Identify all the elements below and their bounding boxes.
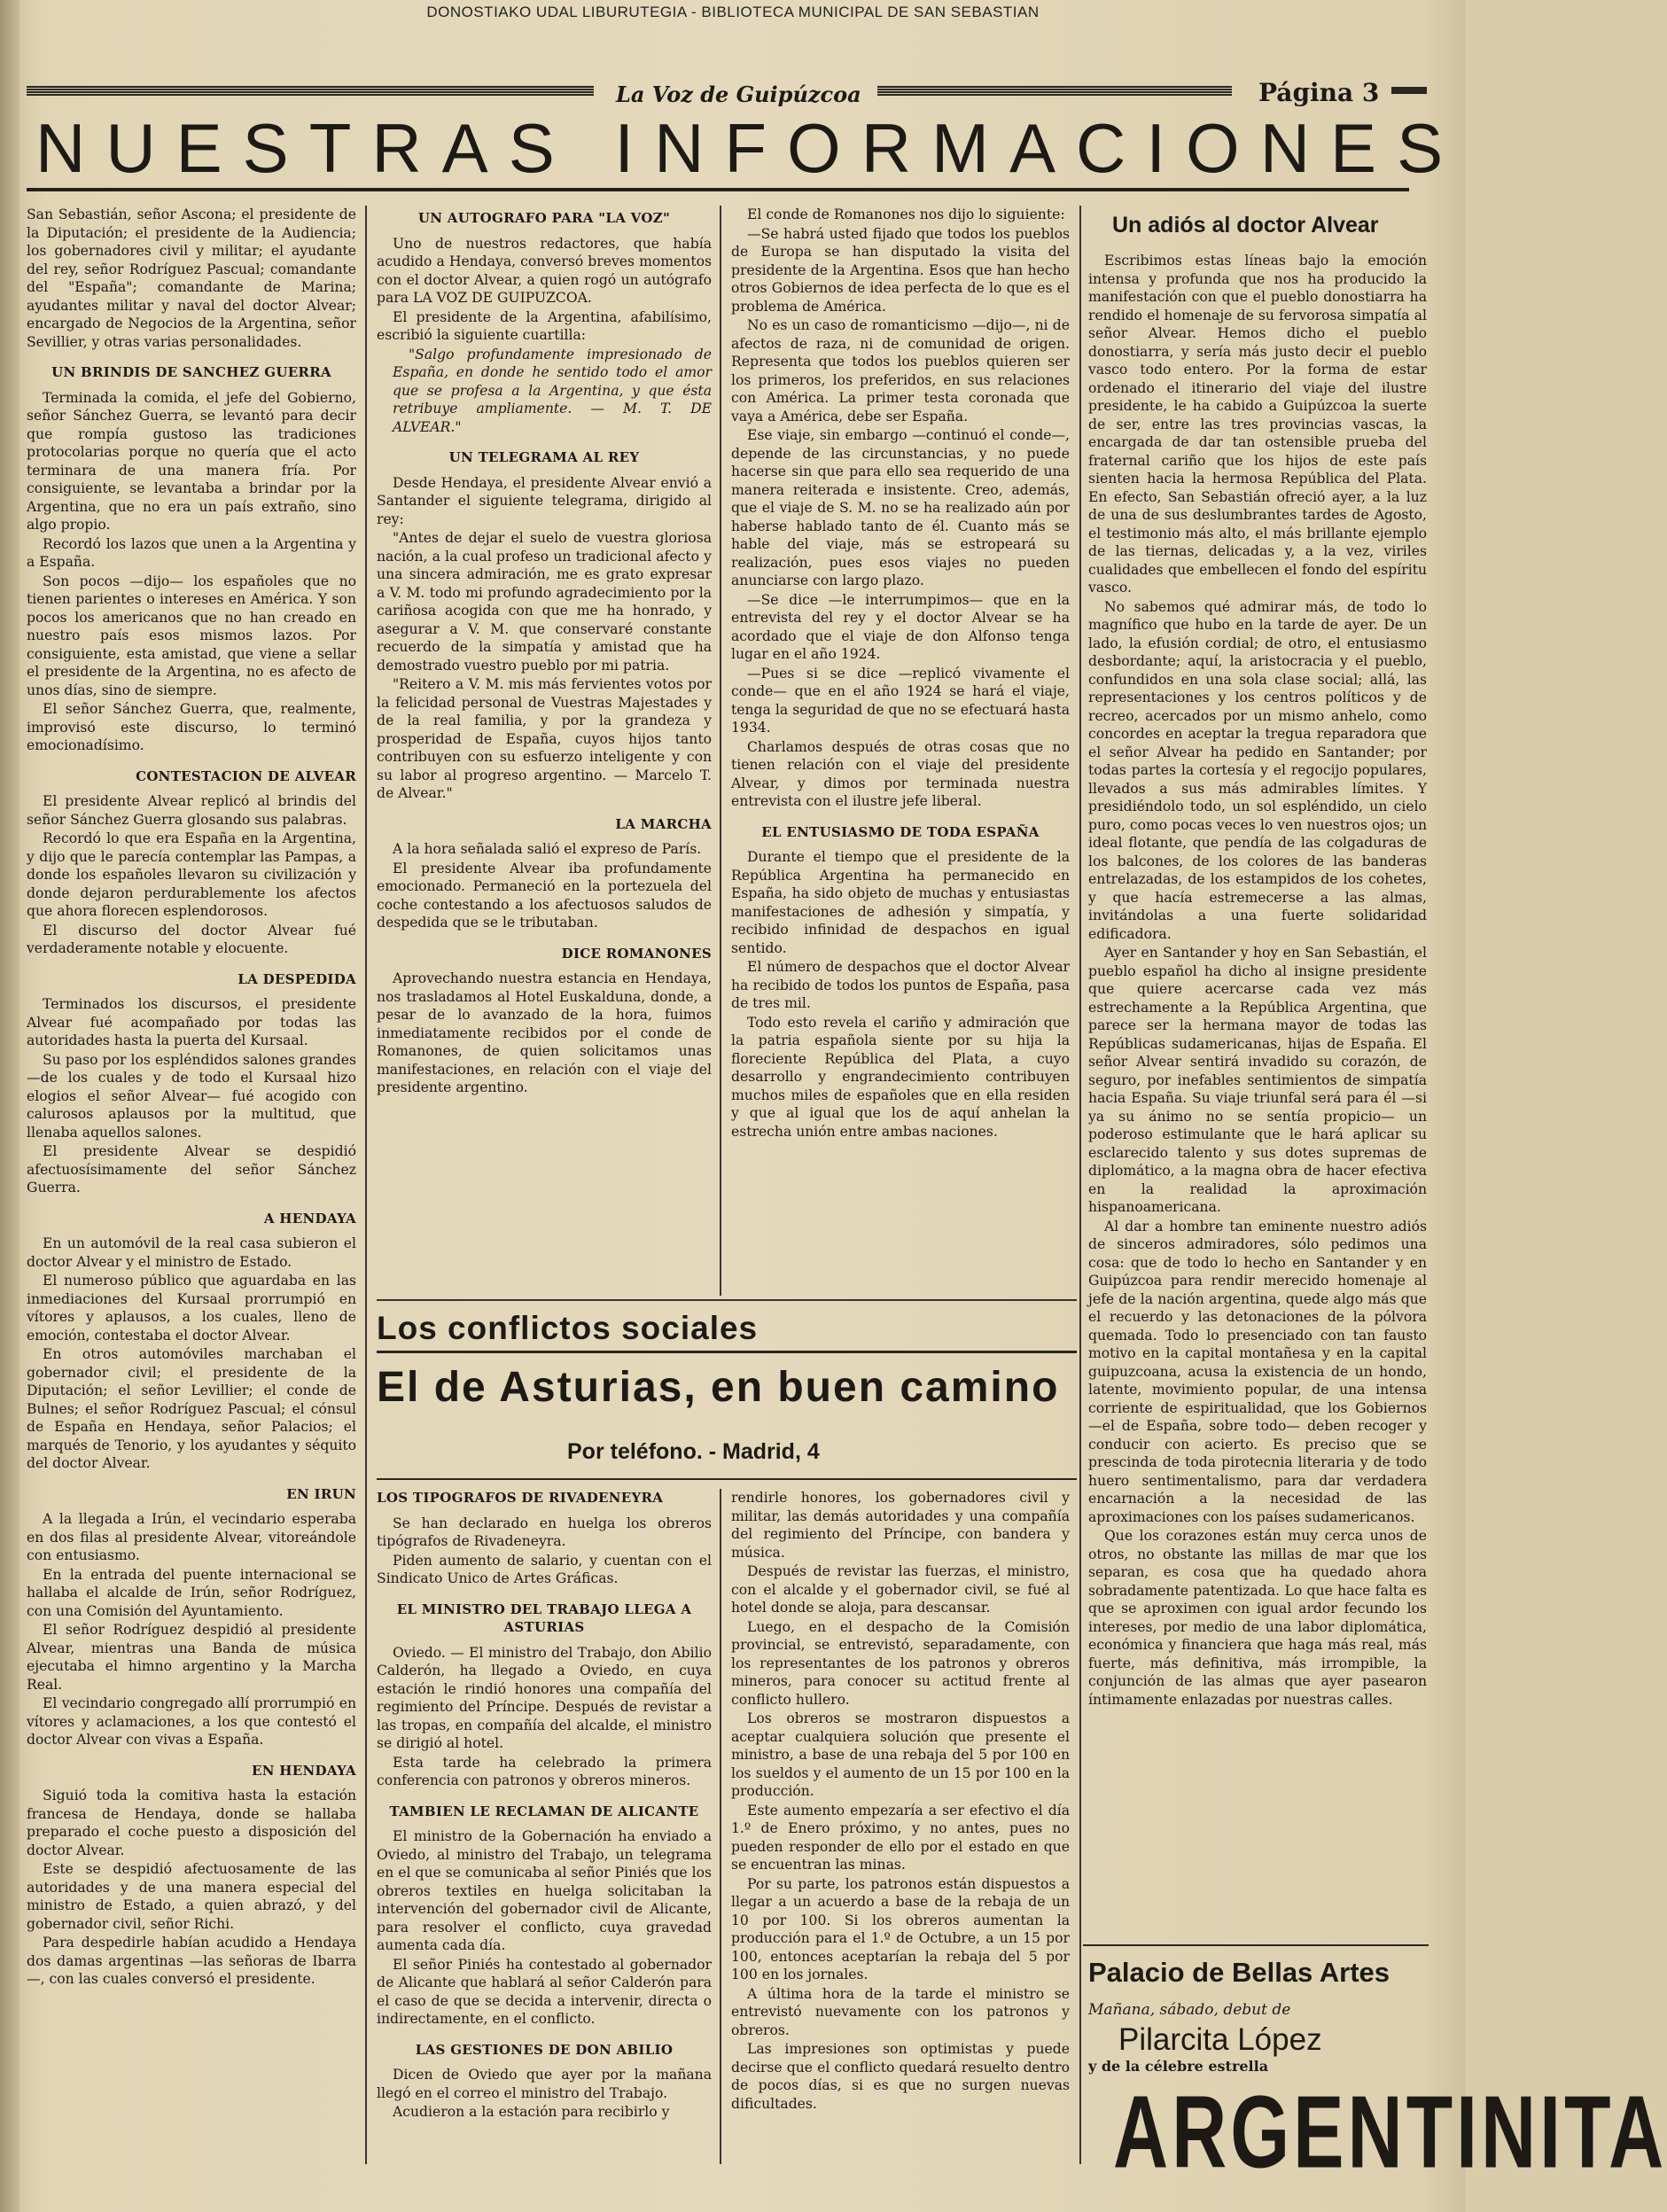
article-paragraph: No sabemos qué admirar más, de todo lo magnífico que hubo en la tarde de ayer. De un lado, la efusión cordial; de otro, el entusiasmo desbordante; aquí, la aristocracia y el pueblo, confundidos en una sola clase social; allá, las representaciones y los centros políticos y de recreo, acercados por un mismo anhelo, como concordes en aceptar la tregua reparadora que el señor Alvear ha pedido en Santander; por todas partes la cortesía y el regocijo populares, llevados a sus más admirables límites. Y presidiéndolo todo, un sol espléndido, un cielo puro, como pocas veces lo ven nuestros ojos; un ideal flotante, que pendía de las colgaduras de los balcones, de los colores de las banderas entrelazadas, de los estampidos de los cohetes, y que hacía estremecerse a las almas, invitándolas a una fuerte solidaridad edificadora.: [1088, 598, 1427, 942]
article-paragraph: El número de despachos que el doctor Alvear ha recibido de todos los puntos de España, pasa de tres mil.: [731, 959, 1070, 1011]
decorative-rule: [1391, 87, 1427, 94]
article-paragraph: Recordó los lazos que unen a la Argentina y a España.: [27, 535, 356, 570]
article-paragraph: Después de revistar las fuerzas, el ministro, con el alcalde y el gobernador civil, se fué al hotel donde se aloja, para descansar.: [731, 1563, 1070, 1616]
subheading: UN AUTOGRAFO PARA "LA VOZ": [417, 210, 671, 226]
headline: El de Asturias, en buen camino: [377, 1364, 1060, 1411]
article-paragraph: Su paso por los espléndidos salones grandes —de los cuales y de todo el Kursaal hizo elogios el señor Alvear— fué acogido con calurosos aplausos por la multitud, que llenaba aquellos salones.: [27, 1051, 356, 1141]
section-title: NUESTRAS INFORMACIONES: [35, 109, 1464, 187]
page-number: Página 3: [1258, 78, 1380, 107]
section-rule: [377, 1351, 1077, 1353]
article-paragraph: Todo esto revela el cariño y admiración que la patria española siente por su hija la floreciente República del Plata, a cuyo desarrollo y engrandecimiento contribuyen muchos miles de españoles que en ella residen y que al igual que los de aquí anhelan la estrecha unión entre ambas naciones.: [731, 1014, 1070, 1140]
article-paragraph: rendirle honores, los gobernadores civil y militar, las demás autoridades y una compañía del regimiento del Príncipe, con bandera y música.: [731, 1490, 1070, 1561]
article-paragraph: Ayer en Santander y hoy en San Sebastián, el pueblo español ha dicho al insigne presidente que quiere acercarse cada vez más estrechamente a la República Argentina, que parece ser la hermana mayor de todas las Repúblicas sudamericanas, hijas de España. El señor Alvear sentirá invadido su corazón, de seguro, por inefables sentimientos de simpatía hacia España. Su viaje triunfal será para él —si ya su ánimo no se sentía propicio— un poderoso estimulante que le hará aplicar su esclarecido talento y sus dotes supremas de diplomático, a la magna obra de hacer efectiva en la realidad la aproximación hispanoamericana.: [1088, 945, 1427, 1215]
article-paragraph: Por su parte, los patronos están dispuestos a llegar a un acuerdo a base de la rebaja de un 10 por 100. Si los obreros aumentan la producción para el 1.º de Octubre, a un 15 por 100, entonces aceptarían la rebaja del 5 por 100 en los jornales.: [731, 1875, 1070, 1982]
article-paragraph: Ese viaje, sin embargo —continuó el conde—, depende de las circunstancias, y no puede hacerse sin que para ello sea requerido de una manera reiterada e insistente. Creo, además, que el viaje de S. M. no se ha realizado aún por haberse hablado tanto de él. Cuanto más se hable del viaje, más se estropeará su realización, pues esos viajes no pueden anunciarse con largo plazo.: [731, 427, 1070, 588]
subheading: CONTESTACION DE ALVEAR: [136, 767, 356, 784]
running-head: [27, 78, 1400, 108]
subheading: UN BRINDIS DE SANCHEZ GUERRA: [51, 364, 331, 380]
article-paragraph: Al dar a hombre tan eminente nuestro adiós de sinceros admiradores, sólo pedimos una cosa: que de todo lo hecho en Santander y en Guipúzcoa para rendir merecido homenaje al jefe de la nación argentina, quede algo más que el recuerdo y las detonaciones de la pólvora quemada. Todo lo presenciado con tan fausto motivo en la capital montañesa y en la capital guipuzcoana, acusa la existencia de un hondo, latente, movimiento popular, de una intensa corriente de espiritualidad, que los Gobiernos —el de España, sobre todo— deben recoger y conducir con acierto. Es preciso que se prescinda de toda pirotecnia literaria y de todo huero sentimentalismo, para dar verdadera encarnación a la necesidad de las aproximaciones con los países sudamericanos.: [1088, 1218, 1427, 1525]
column-2: [377, 206, 712, 1098]
title-rule: [27, 188, 1409, 191]
article-paragraph: Terminados los discursos, el presidente Alvear fué acompañado por todas las autoridades hasta la puerta del Kursaal.: [27, 996, 356, 1048]
article-paragraph: El señor Rodríguez despidió al presidente Alvear, mientras una Banda de música ejecutaba el himno argentino y la Marcha Real.: [27, 1622, 356, 1693]
column-rule: [720, 1489, 721, 2164]
column-6: [731, 1489, 1070, 2114]
page-edge-shadow: [0, 0, 19, 2212]
article-paragraph: "Reitero a V. M. mis más fervientes votos por la felicidad personal de Vuestras Majestades y de la real familia, y por la grandeza y prosperidad de España, cuyos hijos tanto contribuyen con su esfuerzo inteligente y con su labor al progreso argentino. — Marcelo T. de Alvear.": [377, 676, 712, 801]
article-paragraph: El ministro de la Gobernación ha enviado a Oviedo, al ministro del Trabajo, un telegrama en el que se comunicaba al señor Piniés que los obreros textiles en huelga solicitaban la intervención del gobernador civil de Alicante, para resolver el conflicto, cuya gravedad aumenta cada día.: [377, 1828, 712, 1953]
article-paragraph: El presidente Alvear se despidió afectuosísimamente del señor Sánchez Guerra.: [27, 1143, 356, 1196]
article-paragraph: Siguió toda la comitiva hasta la estación francesa de Hendaya, donde se hallaba preparado el coche puesto a disposición del doctor Alvear.: [27, 1788, 356, 1858]
subheading: DICE ROMANONES: [561, 945, 712, 962]
section-heading: Los conflictos sociales: [377, 1310, 759, 1346]
article-paragraph: Son pocos —dijo— los españoles que no tienen parientes o intereses en América. Y son pocos los americanos que no han creado en nuestro país esos mismos lazos. Por consiguiente, esta amistad, que viene a sellar el presidente de la Argentina, no es afecto de unos días, sino de siempre.: [27, 572, 356, 698]
article-paragraph: En un automóvil de la real casa subieron el doctor Alvear y el ministro de Estado.: [27, 1235, 356, 1270]
column-5: [377, 1489, 712, 2122]
ad-heading: Palacio de Bellas Artes: [1088, 1957, 1390, 1988]
ad-performer: Pilarcita López: [1118, 2022, 1322, 2057]
subheading: LAS GESTIONES DE DON ABILIO: [415, 2041, 674, 2058]
column-rule: [365, 206, 367, 2164]
article-paragraph: A la hora señalada salió el expreso de París.: [393, 841, 702, 857]
section-rule: [377, 1299, 1077, 1301]
section-rule: [377, 1478, 1077, 1480]
autograph-quote: "Salgo profundamente impresionado de España, en donde he sentido todo el amor que se profesa a la Argentina, y que ésta retribuye ampliamente. — M. T. DE ALVEAR.": [393, 346, 712, 435]
subheading: LOS TIPOGRAFOS DE RIVADENEYRA: [377, 1490, 664, 1506]
article-paragraph: Luego, en el despacho de la Comisión provincial, se entrevistó, separadamente, con los representantes de los patronos y obreros mineros, para conocer su actitud frente al conflicto hullero.: [731, 1618, 1070, 1708]
article-paragraph: Este aumento empezaría a ser efectivo el día 1.º de Enero próximo, y no antes, pues no pueden responder de ello por el estado en que se encuentran las minas.: [731, 1802, 1070, 1873]
article-paragraph: El señor Sánchez Guerra, que, realmente, improvisó este discurso, lo terminó emocionadísimo.: [27, 701, 356, 753]
article-paragraph: A la llegada a Irún, el vecindario esperaba en dos filas al presidente Alvear, vitoreándole con entusiasmo.: [27, 1511, 356, 1563]
article-paragraph: Los obreros se mostraron dispuestos a aceptar cualquiera solución que presente el ministro, a base de una rebaja del 5 por 100 en los sueldos y el aumento de un 15 por 100 en la producción.: [731, 1710, 1070, 1799]
ad-star-name: ARGENTINITA: [1113, 2075, 1667, 2190]
article-paragraph: El numeroso público que aguardaba en las inmediaciones del Kursaal prorrumpió en vítores y aplausos, a los cuales, lleno de emoción, contestaba el doctor Alvear.: [27, 1273, 356, 1344]
column-rule: [1079, 206, 1081, 2164]
editorial-heading: Un adiós al doctor Alvear: [1112, 213, 1379, 238]
column-3: [731, 206, 1070, 1141]
column-1: [27, 206, 356, 1990]
article-paragraph: A última hora de la tarde el ministro se entrevistó nuevamente con los patronos y obreros.: [731, 1985, 1070, 2038]
subheading: EN HENDAYA: [252, 1762, 356, 1779]
column-4: [1088, 252, 1427, 1710]
article-paragraph: El presidente Alvear replicó al brindis del señor Sánchez Guerra glosando sus palabras.: [27, 793, 356, 828]
article-paragraph: Para despedirle habían acudido a Hendaya dos damas argentinas —las señoras de Ibarra—, con las cuales conversó el presidente.: [27, 1935, 356, 1987]
article-paragraph: El vecindario congregado allí prorrumpió en vítores y aclamaciones, a los que contestó el doctor Alvear con vivas a España.: [27, 1695, 356, 1748]
ad-rule: [1083, 1944, 1429, 1946]
article-paragraph: En la entrada del puente internacional se hallaba el alcalde de Irún, señor Rodríguez, con una Comisión del Ayuntamiento.: [27, 1566, 356, 1619]
subheading: EN IRUN: [286, 1485, 356, 1502]
subheading: UN TELEGRAMA AL REY: [448, 449, 640, 465]
article-paragraph: Oviedo. — El ministro del Trabajo, don Abilio Calderón, ha llegado a Oviedo, en cuya estación le rindió honores una compañía del regimiento del Príncipe. Después de revistar a las tropas, en compañía del alcalde, el ministro se dirigió al hotel.: [377, 1644, 712, 1751]
article-paragraph: San Sebastián, señor Ascona; el presidente de la Diputación; el presidente de la Audiencia; los gobernadores civil y militar; el ayudante del rey, señor Rodríguez Pascual; comandante del "España"; comandante de Marina; ayudantes militar y naval del doctor Alvear; encargado de Negocios de la Argentina, señor Sevillier, y otras varias personalidades.: [27, 206, 356, 350]
newspaper-name: La Voz de Guipúzcoa: [616, 82, 861, 107]
article-paragraph: Charlamos después de otras cosas que no tienen relación con el viaje del presidente Alvear, y dimos por terminada nuestra entrevista con el ilustre jefe liberal.: [731, 738, 1070, 809]
article-paragraph: El presidente de la Argentina, afabilísimo, escribió la siguiente cuartilla:: [377, 308, 712, 343]
subheading: LA DESPEDIDA: [238, 970, 356, 987]
article-paragraph: Aprovechando nuestra estancia en Hendaya, nos trasladamos al Hotel Euskalduna, donde, a pesar de lo avanzado de la hora, fuimos inmediatamente recibidos por el conde de Romanones, de quien solicitamos unas manifestaciones, en relación con el viaje del presidente argentino.: [377, 970, 712, 1095]
article-paragraph: El presidente Alvear iba profundamente emocionado. Permaneció en la portezuela del coche contestando a los afectuosos saludos de despedida que se le tributaban.: [377, 860, 712, 931]
article-paragraph: Dicen de Oviedo que ayer por la mañana llegó en el correo el ministro del Trabajo.: [377, 2067, 712, 2101]
article-paragraph: Escribimos estas líneas bajo la emoción intensa y profunda que nos ha producido la manifestación con que el pueblo donostiarra ha rendido el homenaje de su fervorosa simpatía al señor Alvear. Hemos dicho el pueblo donostiarra, y sería más justo decir el pueblo vasco todo entero. Por la forma de estar ordenado el itinerario del viaje del ilustre presidente, le ha cabido a Guipúzcoa la suerte de ser, entre las tres provincias vascas, la encargada de dar tan ostensible prueba del fraternal cariño que los hijos de este país sienten hacia la hermosa República del Plata. En efecto, San Sebastián ofreció ayer, a la luz de una de sus deslumbrantes tardes de Agosto, el testimonio más alto, el más brillante ejemplo de las tiernas, delicadas y, a la vez, viriles cualidades que embellecen el fondo del espíritu vasco.: [1088, 253, 1427, 596]
article-paragraph: En otros automóviles marchaban el gobernador civil; el presidente de la Diputación; el señor Levillier; el conde de Bulnes; el señor Rodríguez Pascual; el cónsul de España en Hendaya, señor Palacios; el marqués de Tenorio, y los ayudantes y séquito del doctor Alvear.: [27, 1346, 356, 1471]
ad-date: Mañana, sábado, debut de: [1088, 2001, 1291, 2019]
decorative-rule: [27, 85, 594, 96]
subheading: A HENDAYA: [263, 1210, 356, 1227]
subheading: EL MINISTRO DEL TRABAJO LLEGA A ASTURIAS: [396, 1601, 692, 1635]
article-paragraph: Terminada la comida, el jefe del Gobierno, señor Sánchez Guerra, se levantó para decir que rompía gustoso las tradiciones protocolarias porque no quería que el acto terminara de una manera fría. Por consiguiente, se levantaba a brindar por la Argentina, que no era un país extraño, sino algo propio.: [27, 389, 356, 533]
article-paragraph: Uno de nuestros redactores, que había acudido a Hendaya, conversó breves momentos con el doctor Alvear, a quien rogó un autógrafo para LA VOZ DE GUIPUZCOA.: [377, 235, 712, 306]
article-paragraph: Piden aumento de salario, y cuentan con el Sindicato Unico de Artes Gráficas.: [377, 1552, 712, 1586]
article-paragraph: Las impresiones son optimistas y puede decirse que el conflicto quedará resuelto dentro de pocos días, si es que no surgen nuevas dificultades.: [731, 2041, 1070, 2112]
subheading: TAMBIEN LE RECLAMAN DE ALICANTE: [389, 1803, 699, 1819]
article-paragraph: —Se habrá usted fijado que todos los pueblos de Europa se han disputado la visita del presidente de la Argentina. Esos que han hecho otros Gobiernos de idea perfecta de lo que es el problema de América.: [731, 225, 1070, 315]
article-paragraph: —Se dice —le interrumpimos— que en la entrevista del rey y el doctor Alvear se ha acordado que el viaje de don Alfonso tenga lugar en el año 1924.: [731, 591, 1070, 662]
article-paragraph: El conde de Romanones nos dijo lo siguiente:: [747, 206, 1065, 222]
article-paragraph: No es un caso de romanticismo —dijo—, ni de afectos de raza, ni de comunidad de origen. Representa que todos los pueblos quieren ser los primeros, los preferidos, en sus relaciones con América. La primer testa coronada que vaya a América, debe ser España.: [731, 317, 1070, 424]
article-paragraph: Esta tarde ha celebrado la primera conferencia con patronos y obreros mineros.: [377, 1754, 712, 1788]
article-paragraph: Recordó lo que era España en la Argentina, y dijo que le parecía contemplar las Pampas, a donde los españoles llevaron su civilización y donde dejaron perdurablemente los afectos que ahora florecen esplendorosos.: [27, 830, 356, 919]
article-paragraph: El discurso del doctor Alvear fué verdaderamente notable y elocuente.: [27, 922, 356, 956]
article-paragraph: —Pues si se dice —replicó vivamente el conde— que en el año 1924 se hará el viaje, tenga la seguridad de que no se efectuará hasta 1934.: [731, 665, 1070, 736]
article-paragraph: El señor Piniés ha contestado al gobernador de Alicante que hablará al señor Calderón para el caso de que se decida a intervenir, directa o indirectamente, en el conflicto.: [377, 1956, 712, 2027]
column-rule: [720, 206, 721, 1296]
decorative-rule: [877, 85, 1232, 96]
subheading: EL ENTUSIASMO DE TODA ESPAÑA: [761, 823, 1040, 840]
dateline: Por teléfono. - Madrid, 4: [567, 1439, 820, 1464]
article-paragraph: "Antes de dejar el suelo de vuestra gloriosa nación, a la cual profeso un tradicional afecto y una sincera admiración, me es grato expresar a V. M. todo mi profundo agradecimiento por la cariñosa acogida con que me ha honrado, y asegurar a V. M. que conservaré constante recuerdo de la simpatía y amistad que ha demostrado vuestro pueblo por mi patria.: [377, 530, 712, 674]
article-paragraph: Durante el tiempo que el presidente de la República Argentina ha permanecido en España, ha sido objeto de muchas y entusiastas manifestaciones de adhesión y simpatía, y recibido infinidad de despachos en igual sentido.: [731, 849, 1070, 956]
article-paragraph: Que los corazones están muy cerca unos de otros, no obstante las millas de mar que los separan, es cosa que ha quedado ahora sobradamente patentizada. Lo que hace falta es que se aproximen con igual ardor fecundo los intereses, por medio de una labor diplomática, económica y financiera que haga más real, más fuerte, más definitiva, más irrompible, la conjunción de las almas que ayer pasearon íntimamente enlazadas por nuestras calles.: [1088, 1528, 1427, 1708]
article-paragraph: Se han declarado en huelga los obreros tipógrafos de Rivadeneyra.: [377, 1515, 712, 1549]
subheading: LA MARCHA: [615, 815, 712, 832]
article-paragraph: Acudieron a la estación para recibirlo y: [393, 2104, 670, 2120]
archive-header: DONOSTIAKO UDAL LIBURUTEGIA - BIBLIOTECA MUNICIPAL DE SAN SEBASTIAN: [426, 4, 1040, 20]
article-paragraph: Desde Hendaya, el presidente Alvear envió a Santander el siguiente telegrama, dirigido al rey:: [377, 474, 712, 527]
article-paragraph: Este se despidió afectuosamente de las autoridades y de una manera especial del ministro de Estado, a quien abrazó, y del gobernador civil, señor Richi.: [27, 1861, 356, 1932]
ad-caption: y de la célebre estrella: [1088, 2058, 1269, 2075]
